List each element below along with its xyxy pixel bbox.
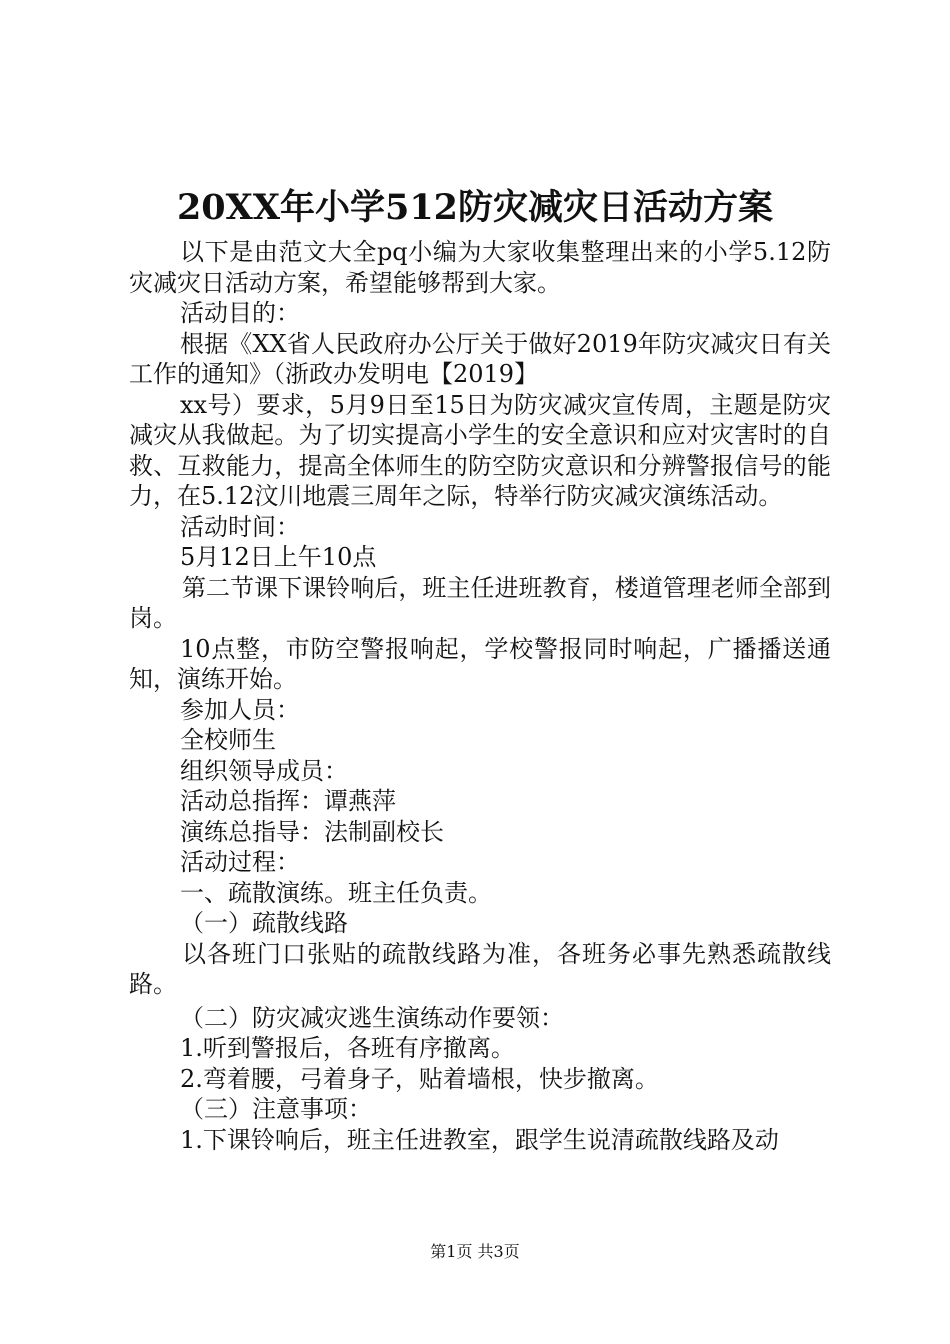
document-body bbox=[129, 237, 831, 1155]
page-footer: 第1页 共3页 bbox=[430, 1242, 520, 1261]
document-title: 20XX年小学512防灾减灾日活动方案 bbox=[176, 187, 774, 228]
paragraph: （三）注意事项： bbox=[180, 1095, 372, 1123]
paragraph: 组织领导成员： bbox=[180, 756, 348, 785]
paragraph: （一）疏散线路 bbox=[180, 909, 348, 937]
paragraph: 活动时间： bbox=[180, 512, 300, 541]
paragraph: 10点整，市防空警报响起，学校警报同时响起，广播播送通知，演练开始。 bbox=[129, 634, 831, 693]
paragraph: 1.下课铃响后，班主任进教室，跟学生说清疏散线路及动 bbox=[180, 1125, 779, 1154]
paragraph: 演练总指导：法制副校长 bbox=[180, 817, 444, 846]
paragraph: 活动过程： bbox=[180, 848, 300, 876]
paragraph: 第二节课下课铃响后，班主任进班教育，楼道管理老师全部到岗。 bbox=[129, 573, 831, 632]
paragraph: 以下是由范文大全pq小编为大家收集整理出来的小学5.12防灾减灾日活动方案，希望能够帮到大家。 bbox=[129, 238, 831, 297]
paragraph: （二）防灾减灾逃生演练动作要领： bbox=[180, 1003, 564, 1032]
paragraph: 一、疏散演练。班主任负责。 bbox=[180, 878, 492, 907]
paragraph: 根据《XX省人民政府办公厅关于做好2019年防灾减灾日有关工作的通知》（浙政办发明电【2019】 bbox=[129, 329, 831, 388]
paragraph: 活动总指挥：谭燕萍 bbox=[180, 787, 396, 815]
paragraph: 5月12日上午10点 bbox=[180, 543, 377, 571]
paragraph: 全校师生 bbox=[180, 726, 276, 754]
paragraph: xx号）要求，5月9日至15日为防灾减灾宣传周，主题是防灾减灾从我做起。为了切实提高小学生的安全意识和应对灾害时的自救、互救能力，提高全体师生的防空防灾意识和分辨警报信号的能力，在5.12汶川地震三周年之际，特举行防灾减灾演练活动。 bbox=[129, 390, 831, 510]
paragraph: 1.听到警报后，各班有序撤离。 bbox=[180, 1034, 515, 1062]
paragraph: 以各班门口张贴的疏散线路为准，各班务必事先熟悉疏散线路。 bbox=[129, 939, 831, 998]
paragraph: 2.弯着腰，弓着身子，贴着墙根，快步撤离。 bbox=[180, 1064, 659, 1093]
paragraph: 活动目的： bbox=[180, 299, 300, 327]
paragraph: 参加人员： bbox=[180, 695, 300, 724]
